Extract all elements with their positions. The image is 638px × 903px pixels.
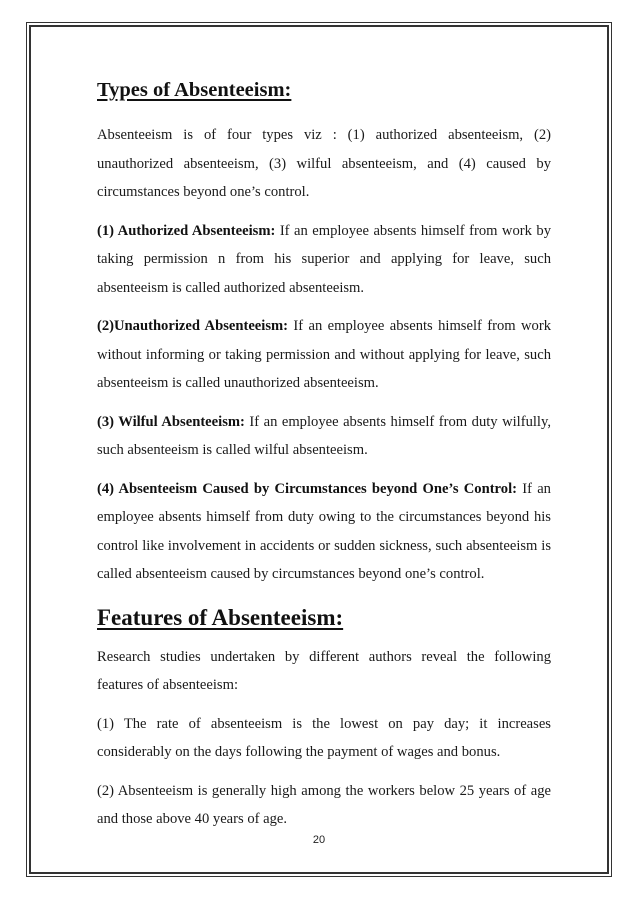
feature-point: (2) Absenteeism is generally high among the workers below 25 years of age and those above 40 years of age. [97, 782, 551, 827]
type-text: If an employee absents himself from duty wilfully, such absenteeism is called wilful absenteeism. [97, 413, 551, 458]
type-unauthorized [97, 312, 551, 398]
types-heading: Types of Absenteeism: [97, 79, 292, 101]
type-text: If an employee absents himself from work by taking permission n from his superior and applying for leave, such absenteeism is called authorized absenteeism. [97, 222, 551, 296]
type-wilful [97, 408, 551, 465]
types-intro: Absenteeism is of four types viz : (1) authorized absenteeism, (2) unauthorized absenteeism, (3) wilful absenteeism, and (4) caused by circumstances beyond one’s control. [97, 127, 551, 200]
type-text: If an employee absents himself from duty owing to the circumstances beyond his control like involvement in accidents or sudden sickness, such absenteeism is called absenteeism caused by circumstances beyond one’s control. [97, 480, 551, 582]
feature-point: (1) The rate of absenteeism is the lowest on pay day; it increases considerably on the days following the payment of wages and bonus. [97, 715, 551, 760]
type-term: (1) Authorized Absenteeism: [97, 222, 276, 239]
type-text: If an employee absents himself from work without informing or taking permission and without applying for leave, such absenteeism is called unauthorized absenteeism. [97, 318, 551, 391]
type-circumstances [97, 475, 551, 589]
features-heading: Features of Absenteeism: [97, 604, 344, 630]
page-content [97, 76, 551, 834]
type-authorized [97, 217, 551, 303]
type-term: (3) Wilful Absenteeism: [97, 413, 245, 430]
type-term: (2)Unauthorized Absenteeism: [97, 318, 289, 334]
features-intro: Research studies undertaken by different authors reveal the following features of absenteeism: [97, 648, 551, 693]
type-term: (4) Absenteeism Caused by Circumstances beyond One’s Control: [97, 480, 517, 497]
page-number: 20 [312, 834, 326, 846]
